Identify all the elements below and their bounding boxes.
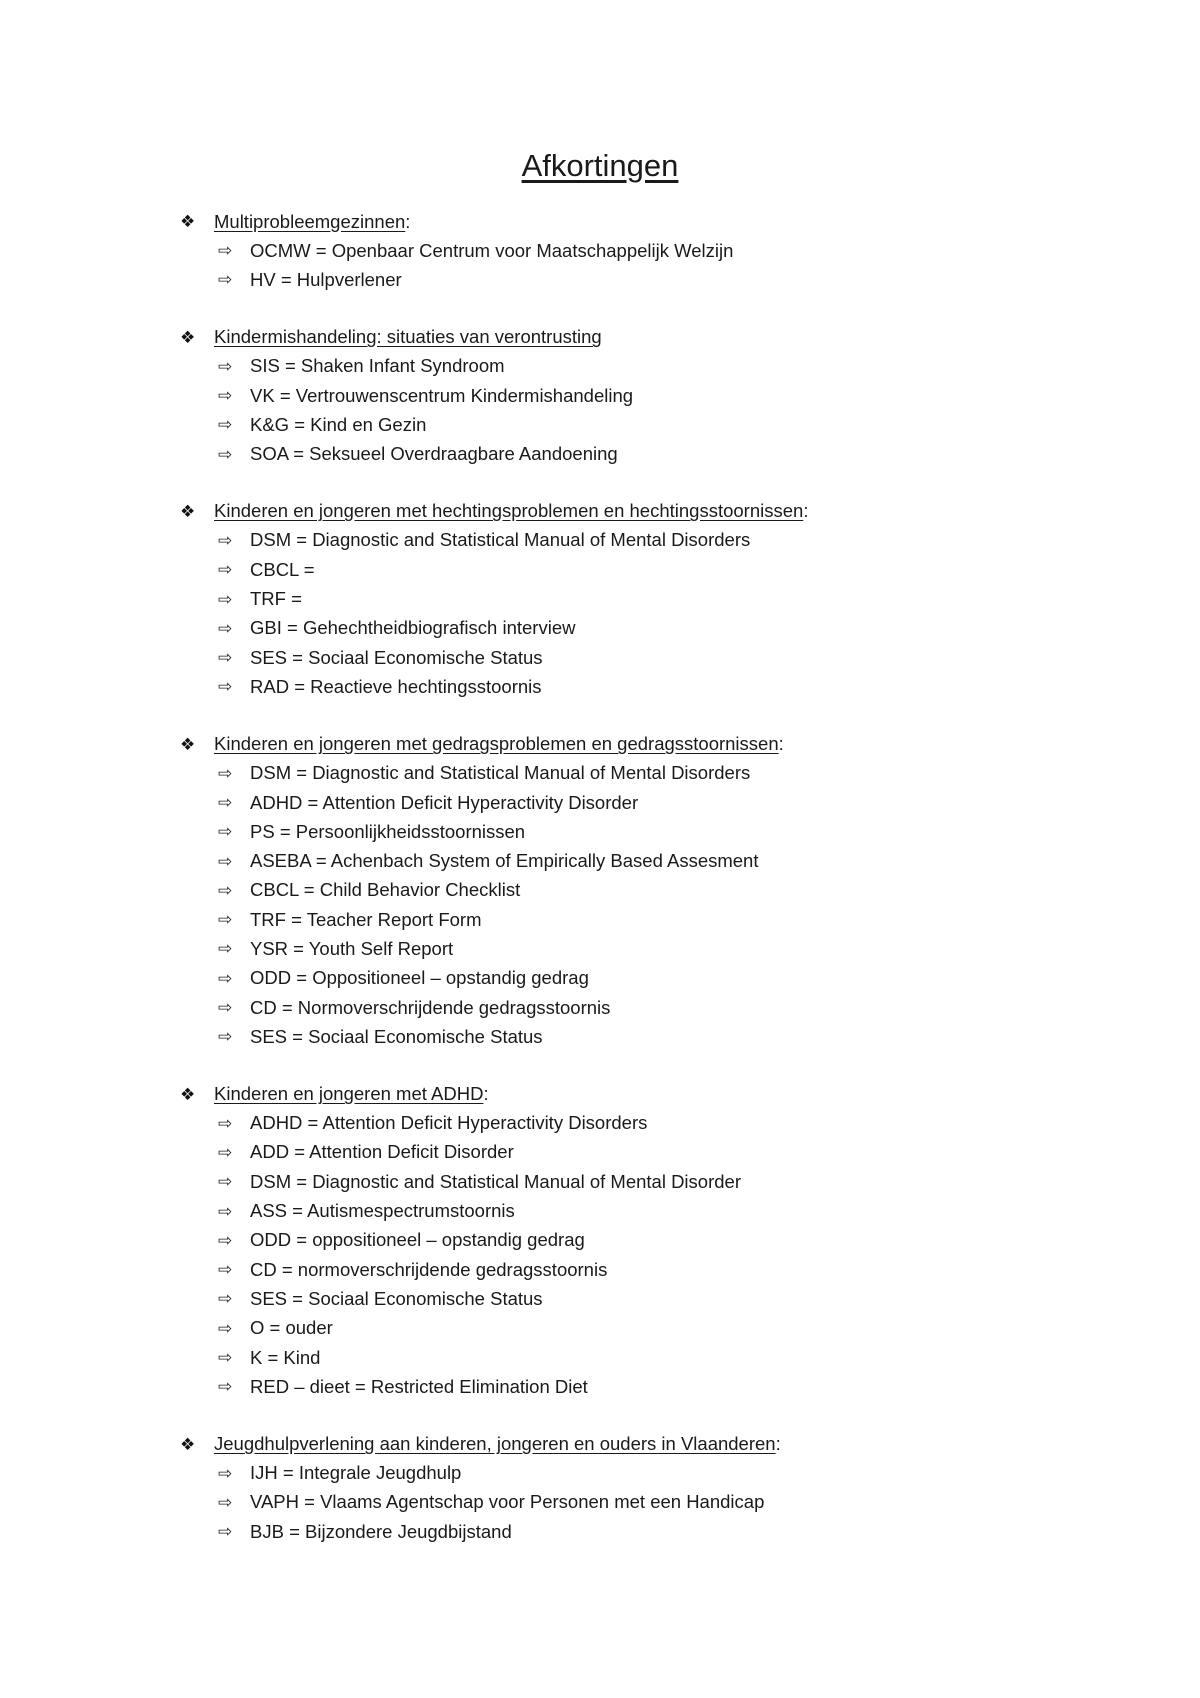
section — [180, 497, 1140, 702]
outline-arrow-right-icon: ⇨ — [218, 1377, 233, 1397]
list-item-text: HV = Hulpverlener — [250, 268, 402, 290]
outline-arrow-right-icon: ⇨ — [218, 998, 233, 1018]
section — [180, 1430, 1140, 1547]
abbreviation-list — [180, 207, 1140, 1574]
outline-arrow-right-icon: ⇨ — [218, 1172, 233, 1192]
section-heading-text: Multiprobleemgezinnen — [214, 210, 406, 232]
list-item — [180, 555, 1140, 584]
list-item-text: CBCL = — [250, 558, 315, 580]
list-item — [180, 352, 1140, 381]
section-heading — [180, 730, 1140, 759]
outline-arrow-right-icon: ⇨ — [218, 415, 233, 435]
outline-arrow-right-icon: ⇨ — [218, 851, 233, 871]
list-item-text: ODD = Oppositioneel – opstandig gedrag — [250, 967, 589, 989]
outline-arrow-right-icon: ⇨ — [218, 1027, 233, 1047]
list-item — [180, 439, 1140, 468]
section-heading-text: Kinderen en jongeren met ADHD — [214, 1083, 484, 1105]
list-item — [180, 1343, 1140, 1372]
outline-arrow-right-icon: ⇨ — [218, 1230, 233, 1250]
section — [180, 323, 1140, 469]
list-item-text: DSM = Diagnostic and Statistical Manual of Mental Disorder — [250, 1170, 741, 1192]
section-heading — [180, 1080, 1140, 1109]
outline-arrow-right-icon: ⇨ — [218, 1492, 233, 1512]
outline-arrow-right-icon: ⇨ — [218, 530, 233, 550]
list-item — [180, 1196, 1140, 1225]
list-item-text: CBCL = Child Behavior Checklist — [250, 879, 521, 901]
list-item — [180, 1517, 1140, 1546]
outline-arrow-right-icon: ⇨ — [218, 560, 233, 580]
list-item-text: SES = Sociaal Economische Status — [250, 646, 543, 668]
list-item-text: K&G = Kind en Gezin — [250, 413, 427, 435]
list-item — [180, 526, 1140, 555]
list-item-text: K = Kind — [250, 1346, 321, 1368]
list-item-text: ASEBA = Achenbach System of Empirically Based Assesment — [250, 850, 759, 872]
list-item-text: ADHD = Attention Deficit Hyperactivity Disorders — [250, 1112, 648, 1134]
outline-arrow-right-icon: ⇨ — [218, 589, 233, 609]
list-item — [180, 1109, 1140, 1138]
list-item-text: RAD = Reactieve hechtingsstoornis — [250, 675, 542, 697]
list-item — [180, 1226, 1140, 1255]
outline-arrow-right-icon: ⇨ — [218, 241, 233, 261]
section-heading-text: Kinderen en jongeren met gedragsproblemen en gedragsstoornissen — [214, 733, 779, 755]
section-heading-suffix: : — [778, 733, 784, 755]
outline-arrow-right-icon: ⇨ — [218, 444, 233, 464]
outline-arrow-right-icon: ⇨ — [218, 939, 233, 959]
outline-arrow-right-icon: ⇨ — [218, 1318, 233, 1338]
list-item-text: O = ouder — [250, 1317, 333, 1339]
list-item-text: YSR = Youth Self Report — [250, 937, 454, 959]
list-item — [180, 964, 1140, 993]
four-diamond-icon: ❖ — [180, 1434, 196, 1454]
list-item-text: SES = Sociaal Economische Status — [250, 1287, 543, 1309]
outline-arrow-right-icon: ⇨ — [218, 648, 233, 668]
list-item — [180, 1167, 1140, 1196]
list-item — [180, 817, 1140, 846]
list-item-text: CD = Normoverschrijdende gedragsstoornis — [250, 996, 611, 1018]
outline-arrow-right-icon: ⇨ — [218, 356, 233, 376]
outline-arrow-right-icon: ⇨ — [218, 793, 233, 812]
four-diamond-icon: ❖ — [180, 327, 196, 347]
list-item-text: DSM = Diagnostic and Statistical Manual of Mental Disorders — [250, 529, 751, 551]
four-diamond-icon: ❖ — [180, 1084, 196, 1104]
list-item — [180, 410, 1140, 439]
list-item — [180, 846, 1140, 875]
list-item-text: SIS = Shaken Infant Syndroom — [250, 355, 505, 377]
list-item-text: PS = Persoonlijkheidsstoornissen — [250, 820, 526, 842]
outline-arrow-right-icon: ⇨ — [218, 1201, 233, 1221]
list-item-text: BJB = Bijzondere Jeugdbijstand — [250, 1520, 512, 1542]
list-item-text: ODD = oppositioneel – opstandig gedrag — [250, 1229, 585, 1251]
outline-arrow-right-icon: ⇨ — [218, 1463, 233, 1483]
outline-arrow-right-icon: ⇨ — [218, 822, 233, 842]
list-item — [180, 265, 1140, 294]
list-item-text: DSM = Diagnostic and Statistical Manual of Mental Disorders — [250, 762, 751, 784]
list-item — [180, 759, 1140, 788]
list-item — [180, 905, 1140, 934]
section-heading-suffix: : — [483, 1083, 489, 1105]
list-item-text: ASS = Autismespectrumstoornis — [250, 1200, 515, 1222]
outline-arrow-right-icon: ⇨ — [218, 763, 233, 783]
list-item — [180, 1488, 1140, 1517]
list-item — [180, 1284, 1140, 1313]
outline-arrow-right-icon: ⇨ — [218, 910, 233, 930]
list-item-text: SOA = Seksueel Overdraagbare Aandoening — [250, 443, 618, 465]
outline-arrow-right-icon: ⇨ — [218, 677, 233, 697]
document-title: Afkortingen — [521, 148, 679, 183]
list-item — [180, 788, 1140, 817]
outline-arrow-right-icon: ⇨ — [218, 1348, 233, 1368]
list-item-text: GBI = Gehechtheidbiografisch interview — [250, 617, 576, 639]
list-item-text: VK = Vertrouwenscentrum Kindermishandeling — [250, 384, 634, 406]
section-heading — [180, 323, 1140, 352]
outline-arrow-right-icon: ⇨ — [218, 1142, 233, 1162]
list-item — [180, 993, 1140, 1022]
list-item — [180, 614, 1140, 643]
list-item — [180, 1138, 1140, 1167]
section-heading-text: Kinderen en jongeren met hechtingsproblemen en hechtingsstoornissen — [214, 500, 804, 522]
list-item-text: CD = normoverschrijdende gedragsstoornis — [250, 1258, 608, 1280]
list-item-text: VAPH = Vlaams Agentschap voor Personen met een Handicap — [250, 1491, 765, 1513]
list-item — [180, 643, 1140, 672]
outline-arrow-right-icon: ⇨ — [218, 386, 233, 406]
list-item-text: IJH = Integrale Jeugdhulp — [250, 1462, 462, 1484]
outline-arrow-right-icon: ⇨ — [218, 880, 233, 900]
list-item — [180, 1255, 1140, 1284]
list-item — [180, 584, 1140, 613]
list-item — [180, 236, 1140, 265]
outline-arrow-right-icon: ⇨ — [218, 270, 233, 290]
list-item — [180, 1022, 1140, 1051]
four-diamond-icon: ❖ — [180, 212, 196, 231]
list-item-text: OCMW = Openbaar Centrum voor Maatschappelijk Welzijn — [250, 239, 734, 261]
section-heading — [180, 1430, 1140, 1459]
list-item-text: ADD = Attention Deficit Disorder — [250, 1141, 514, 1163]
list-item-text: TRF = Teacher Report Form — [250, 908, 482, 930]
section-heading-suffix: : — [803, 500, 809, 522]
section — [180, 1080, 1140, 1402]
list-item — [180, 672, 1140, 701]
section — [180, 207, 1140, 295]
list-item — [180, 1314, 1140, 1343]
section-heading — [180, 207, 1140, 236]
section-heading — [180, 497, 1140, 526]
four-diamond-icon: ❖ — [180, 501, 196, 521]
outline-arrow-right-icon: ⇨ — [218, 618, 233, 638]
outline-arrow-right-icon: ⇨ — [218, 968, 233, 988]
list-item — [180, 381, 1140, 410]
section-heading-suffix: : — [775, 1433, 781, 1454]
list-item — [180, 934, 1140, 963]
section — [180, 730, 1140, 1052]
list-item — [180, 876, 1140, 905]
outline-arrow-right-icon: ⇨ — [218, 1113, 233, 1133]
list-item — [180, 1372, 1140, 1401]
section-heading-suffix: : — [405, 210, 411, 232]
list-item-text: TRF = — [250, 588, 302, 610]
list-item — [180, 1459, 1140, 1488]
outline-arrow-right-icon: ⇨ — [218, 1260, 233, 1280]
list-item-text: ADHD = Attention Deficit Hyperactivity Disorder — [250, 791, 639, 813]
section-heading-text: Jeugdhulpverlening aan kinderen, jongeren en ouders in Vlaanderen — [214, 1433, 776, 1454]
outline-arrow-right-icon: ⇨ — [218, 1289, 233, 1309]
outline-arrow-right-icon: ⇨ — [218, 1522, 233, 1542]
list-item-text: SES = Sociaal Economische Status — [250, 1025, 543, 1047]
list-item-text: RED – dieet = Restricted Elimination Diet — [250, 1375, 588, 1397]
section-heading-text: Kindermishandeling: situaties van verontrusting — [214, 326, 602, 348]
four-diamond-icon: ❖ — [180, 734, 196, 754]
